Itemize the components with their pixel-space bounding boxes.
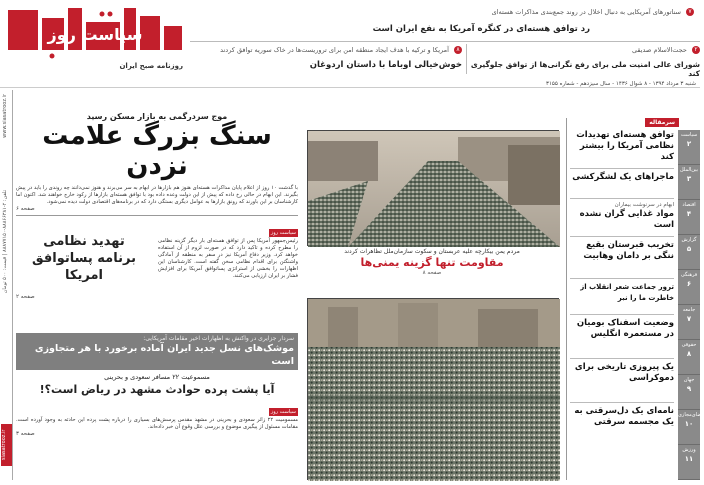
sidebar-item-kicker: ابهام در سرنوشت بیماران [614, 202, 674, 208]
sidebar-section-tabs [678, 130, 704, 480]
top-news-column-rule [466, 44, 467, 74]
sidebar-item-title: ترور جماعت شعر انقلاب از خاطرت ما را نبر [580, 283, 674, 302]
sidebar-item-title: ماجراهای یک لشگرکشی [572, 172, 674, 182]
tab-section-3[interactable]: اقتصاد ۴ [678, 200, 700, 235]
hajj-page-ref[interactable]: صفحه ۳ [16, 431, 35, 437]
logo-subtitle: روزنامه صبح ایران [119, 62, 183, 70]
left-main-column [16, 112, 298, 480]
yemen-headline[interactable]: مقاومت تنها گزینه یمنی‌ها [360, 256, 504, 269]
yemen-rally-photo-1[interactable] [307, 130, 559, 246]
top-news-2-headline[interactable]: خوش‌خیالی اوباما با داستان اردوغان [309, 60, 462, 70]
tab-section-5[interactable]: فرهنگی ۶ [678, 270, 700, 305]
top-news-block [190, 0, 700, 80]
sidebar-item-title: وضعیت اسفناک بومیان در مستعمره انگلیس [576, 318, 674, 339]
center-column [303, 118, 561, 480]
sidebar-item-7[interactable] [570, 362, 674, 384]
masthead [0, 0, 190, 80]
logo-text: سیاست روز [47, 25, 143, 44]
lead-headline[interactable]: سنگ بزرگ علامت نزدن [42, 121, 272, 181]
military-story [16, 219, 298, 333]
sidebar-divider [570, 314, 674, 315]
hajj-story [16, 373, 298, 437]
yemen-rally-photo-2[interactable] [307, 298, 559, 480]
sidebar-item-3[interactable] [570, 202, 674, 231]
left-strip-url: www.siasatrooz.ir [2, 94, 8, 138]
hajj-headline[interactable]: آیا پشت پرده حوادث مشهد در ریاض است؟! [39, 383, 275, 396]
sidebar-item-4[interactable] [570, 240, 674, 262]
sidebar-item-1[interactable] [570, 130, 674, 163]
divider [16, 215, 298, 216]
top-news-3-headline[interactable]: شورای عالی امنیت ملی برای رفع نگرانی‌ها از توافق جلوگیری کند [470, 60, 700, 78]
tab-section-1[interactable]: سیاست ۲ [678, 130, 700, 165]
date-strip: شنبه ۳ مرداد ۱۳۹۴ - ۸ شوال ۱۴۳۶ - سال سیزدهم - شماره ۳۱۵۵ [0, 80, 700, 88]
tab-section-8[interactable]: جهان ۹ [678, 375, 700, 410]
missile-kicker: سردار جزایری در واکنش به اظهارات اخیر مقامات آمریکایی: [143, 335, 294, 342]
top-news-2-kicker: ۸ آمریکا و ترکیه با هدف ایجاد منطقه امن برای تروریست‌ها در خاک سوریه توافق کردند [194, 46, 462, 54]
top-news-2-page-badge: ۸ [454, 46, 462, 54]
tab-section-2[interactable]: بین‌الملل ۳ [678, 165, 700, 200]
sidebar-item-title: مواد غذایی گران نشده است [579, 209, 674, 230]
top-news-divider [190, 41, 700, 42]
top-news-1-headline[interactable]: رد توافق هسته‌ای در کنگره آمریکا به نفع ایران است [372, 24, 590, 34]
column-tag: سیاست روز [270, 230, 296, 236]
left-strip-contact: تلفن: ۲-۸۸۸۶۶۳۸۱-۸۸۸۷۷۱۵۰ | قیمت: ۵۰۰ تومان [2, 190, 8, 294]
sidebar-item-title: تخریب قبرستان بقیع ننگی بر دامان وهابیت [583, 240, 674, 261]
left-strip-red-tab[interactable]: siasatrooz.ir [1, 424, 12, 466]
military-headline-2[interactable]: برنامه پساتوافق امریکا [32, 251, 136, 283]
missile-story-band [16, 333, 298, 370]
top-news-1-kicker: ۷ سناتورهای آمریکایی به دنبال اخلال در روند جمع‌بندی مذاکرات هسته‌ای [492, 8, 694, 16]
military-headline-col [16, 219, 152, 333]
military-page-ref[interactable]: صفحه ۲ [16, 294, 35, 300]
column-tag: سیاست روز [270, 409, 296, 415]
sidebar-divider [570, 358, 674, 359]
sidebar [566, 118, 704, 480]
sidebar-header [573, 118, 701, 128]
yemen-page-ref[interactable]: صفحه ۸ [422, 270, 442, 276]
tab-section-10[interactable]: ورزش ۱۱ [678, 445, 700, 480]
rally-photo-illustration [308, 131, 560, 247]
top-news-3-page-badge: ۲ [692, 46, 700, 54]
sidebar-item-title: توافق هسته‌ای تهدیدات نظامی آمریکا را بیشتر کند [576, 130, 674, 162]
sidebar-divider [570, 236, 674, 237]
lead-page-ref[interactable]: صفحه ۶ [16, 206, 35, 212]
sidebar-divider [570, 278, 674, 279]
left-info-strip [0, 90, 13, 480]
tab-section-4[interactable]: گزارش ۵ [678, 235, 700, 270]
tab-section-6[interactable]: جامعه ۷ [678, 305, 700, 340]
yemen-caption [303, 248, 561, 276]
missile-headline[interactable]: موشک‌های نسل جدید ایران آماده برخورد با هر متجاوزی است [34, 343, 294, 367]
lead-kicker: موج سردرگمی به بازار مسکن رسید [86, 112, 228, 121]
tab-section-9[interactable]: فضای‌مجازی ۱۰ [678, 410, 700, 445]
sidebar-item-title: نامه‌ای یک دل‌سرقتی به یک مجسمه سرقتی [574, 406, 674, 427]
sidebar-item-2[interactable] [570, 172, 674, 183]
tab-section-7[interactable]: حقوقی ۸ [678, 340, 700, 375]
lead-body: با گذشت ۱۰ روز از اعلام پایان مذاکرات هسته‌ای هنوز هم بازارها در ابهام به سر می‌برند و هنوز نمی‌دانند چه روندی را باید در پیش بگیرند. این ابهام در حالی رخ داده که پیش از این دولت وعده داده بود با توافق هسته‌ای بازارها از رکود خارج خواهند شد. اکنون اما کارشناسان بر این باورند که رونق بازارها به عوامل دیگری بستگی دارد که در برنامه‌های اقتصادی دولت دیده نمی‌شود. [16, 185, 298, 205]
newspaper-logo [6, 4, 184, 60]
sidebar-divider [570, 402, 674, 403]
yemen-kicker: مردم یمن بیکارچه علیه عربستان و سکوت سازمان‌ملل تظاهرات کردند [344, 248, 520, 255]
sidebar-divider [570, 198, 674, 199]
sidebar-item-8[interactable] [570, 406, 674, 428]
top-news-1-page-badge: ۷ [686, 8, 694, 16]
military-body-col [158, 219, 298, 333]
hajj-kicker: مسموعیت ۲۲ مسافر سعودی و بحرینی [104, 373, 210, 381]
hajj-body: مسمومیت ۲۲ زائر سعودی و بحرینی در مشهد مقدس پرسش‌های بسیاری را درباره پشت پرده این حادثه به وجود آورده است. مقامات مسئول از پیگیری موضوع و بررسی علل وقوع آن خبر داده‌اند. [16, 417, 298, 430]
top-news-3-kicker: ۲ حجت‌الاسلام صدیقی [470, 46, 700, 54]
military-headline-1[interactable]: تهدید نظامی [43, 234, 125, 249]
sidebar-divider [570, 168, 674, 169]
sidebar-item-title: یک پیروزی تاریخی برای دموکراسی [574, 362, 674, 383]
sidebar-item-5[interactable] [570, 282, 674, 304]
rally-photo-illustration [308, 299, 560, 481]
military-body: رئیس‌جمهور آمریکا پس از توافق هسته‌ای بار دیگر گزینه نظامی را مطرح کرده و تاکید دارد که در صورت لزوم از آن استفاده خواهد کرد. وزیر دفاع آمریکا نیز در سفر به منطقه از آمادگی واشنگتن برای اقدام نظامی سخن گفته است. کارشناسان این اظهارات را بخشی از استراتژی پساتوافق آمریکا برای افزایش فشار بر ایران ارزیابی می‌کنند. [158, 238, 298, 279]
sidebar-label: سرمقاله [645, 118, 679, 127]
sidebar-item-6[interactable] [570, 318, 674, 340]
